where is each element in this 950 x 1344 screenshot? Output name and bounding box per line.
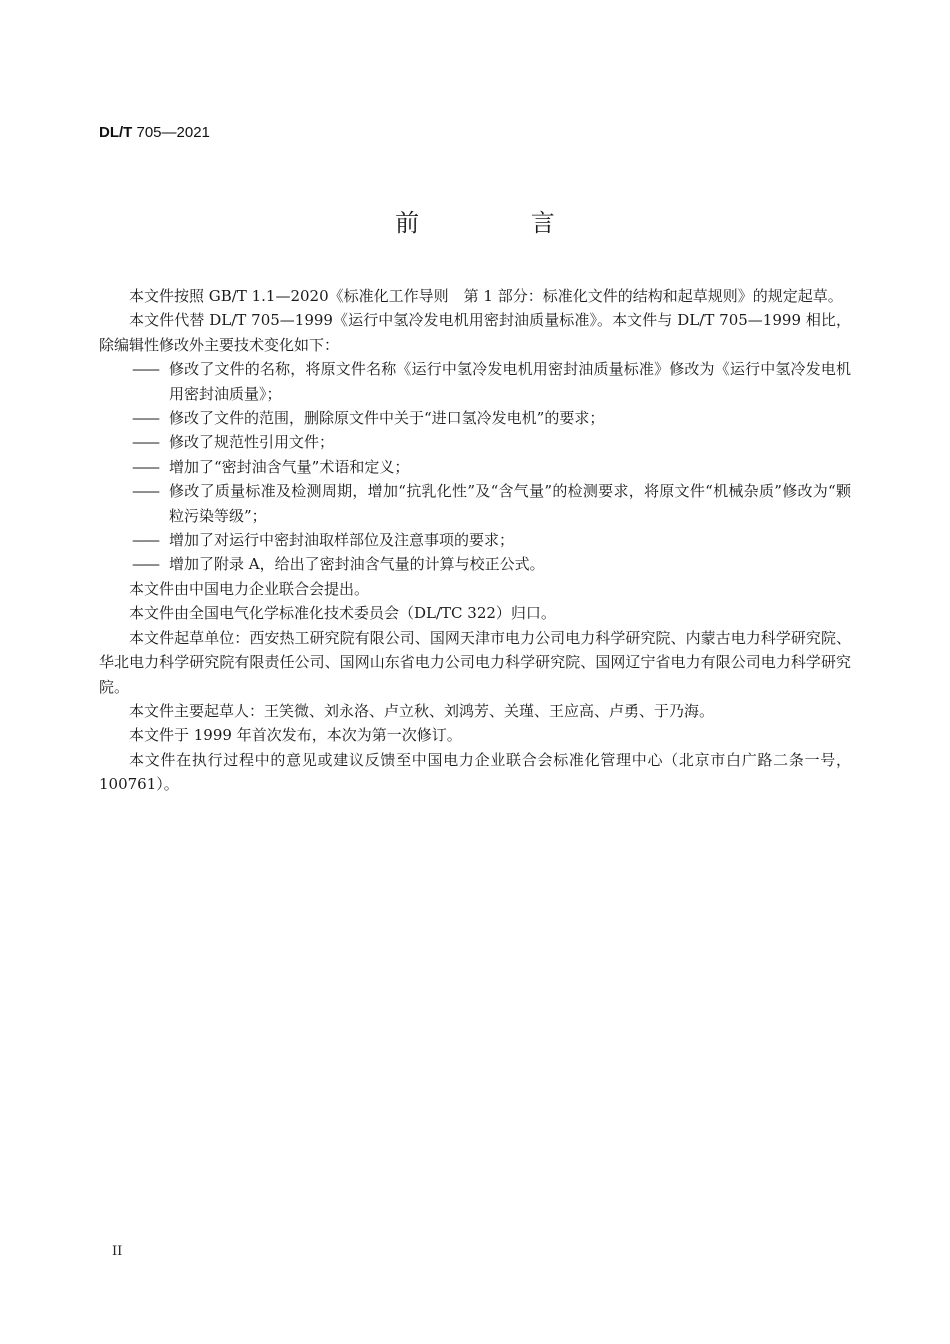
list-dash: ——	[132, 457, 158, 476]
document-code-number: 705—2021	[132, 124, 210, 141]
paragraph-history: 本文件于 1999 年首次发布，本次为第一次修订。	[129, 726, 462, 745]
paragraph-feedback: 本文件在执行过程中的意见或建议反馈至中国电力企业联合会标准化管理中心（北京市白广路二条一号，100761）。	[99, 750, 851, 794]
list-item-text: 修改了文件的范围，删除原文件中关于“进口氢冷发电机”的要求；	[169, 409, 605, 428]
list-item	[99, 528, 851, 552]
list-item	[99, 357, 851, 406]
paragraph-drafting-units: 本文件起草单位：西安热工研究院有限公司、国网天津市电力公司电力科学研究院、内蒙古电力科学研究院、华北电力科学研究院有限责任公司、国网山东省电力公司电力科学研究院、国网辽宁省电力有限公司电力科学研究院。	[99, 628, 851, 696]
foreword-body	[99, 284, 851, 797]
list-dash: ——	[132, 555, 158, 574]
list-item-text: 修改了规范性引用文件；	[169, 433, 335, 452]
paragraph-proposer: 本文件由中国电力企业联合会提出。	[129, 579, 370, 598]
document-code-prefix: DL/T	[99, 124, 133, 141]
list-dash: ——	[132, 482, 158, 501]
paragraph-committee: 本文件由全国电气化学标准化技术委员会（DL/TC 322）归口。	[129, 604, 556, 623]
list-item-text: 增加了“密封油含气量”术语和定义；	[169, 457, 410, 476]
list-item	[99, 552, 851, 576]
list-item	[99, 479, 851, 528]
document-code	[99, 124, 210, 141]
list-item-text: 增加了对运行中密封油取样部位及注意事项的要求；	[169, 531, 515, 550]
list-dash: ——	[132, 360, 158, 379]
list-dash: ——	[132, 531, 158, 550]
paragraph-replaces: 本文件代替 DL/T 705—1999《运行中氢冷发电机用密封油质量标准》。本文件与 DL/T 705—1999 相比，除编辑性修改外主要技术变化如下：	[99, 311, 851, 354]
paragraph-basis: 本文件按照 GB/T 1.1—2020《标准化工作导则 第 1 部分：标准化文件的结构和起草规则》的规定起草。	[129, 287, 843, 305]
page-number: II	[112, 1244, 123, 1259]
list-dash: ——	[132, 433, 158, 452]
paragraph-drafters: 本文件主要起草人：王笑微、刘永洛、卢立秋、刘鸿芳、关瑾、王应高、卢勇、于乃海。	[129, 701, 715, 720]
list-item-text: 增加了附录 A，给出了密封油含气量的计算与校正公式。	[169, 555, 545, 574]
list-item	[99, 406, 851, 430]
list-item	[99, 455, 851, 479]
page-title: 前 言	[395, 209, 607, 237]
list-item	[99, 430, 851, 454]
list-item-text: 修改了文件的名称，将原文件名称《运行中氢冷发电机用密封油质量标准》修改为《运行中氢冷发电机用密封油质量》；	[169, 360, 851, 403]
list-dash: ——	[132, 409, 158, 428]
list-item-text: 修改了质量标准及检测周期，增加“抗乳化性”及“含气量”的检测要求，将原文件“机械杂质”修改为“颗粒污染等级”；	[169, 482, 851, 525]
